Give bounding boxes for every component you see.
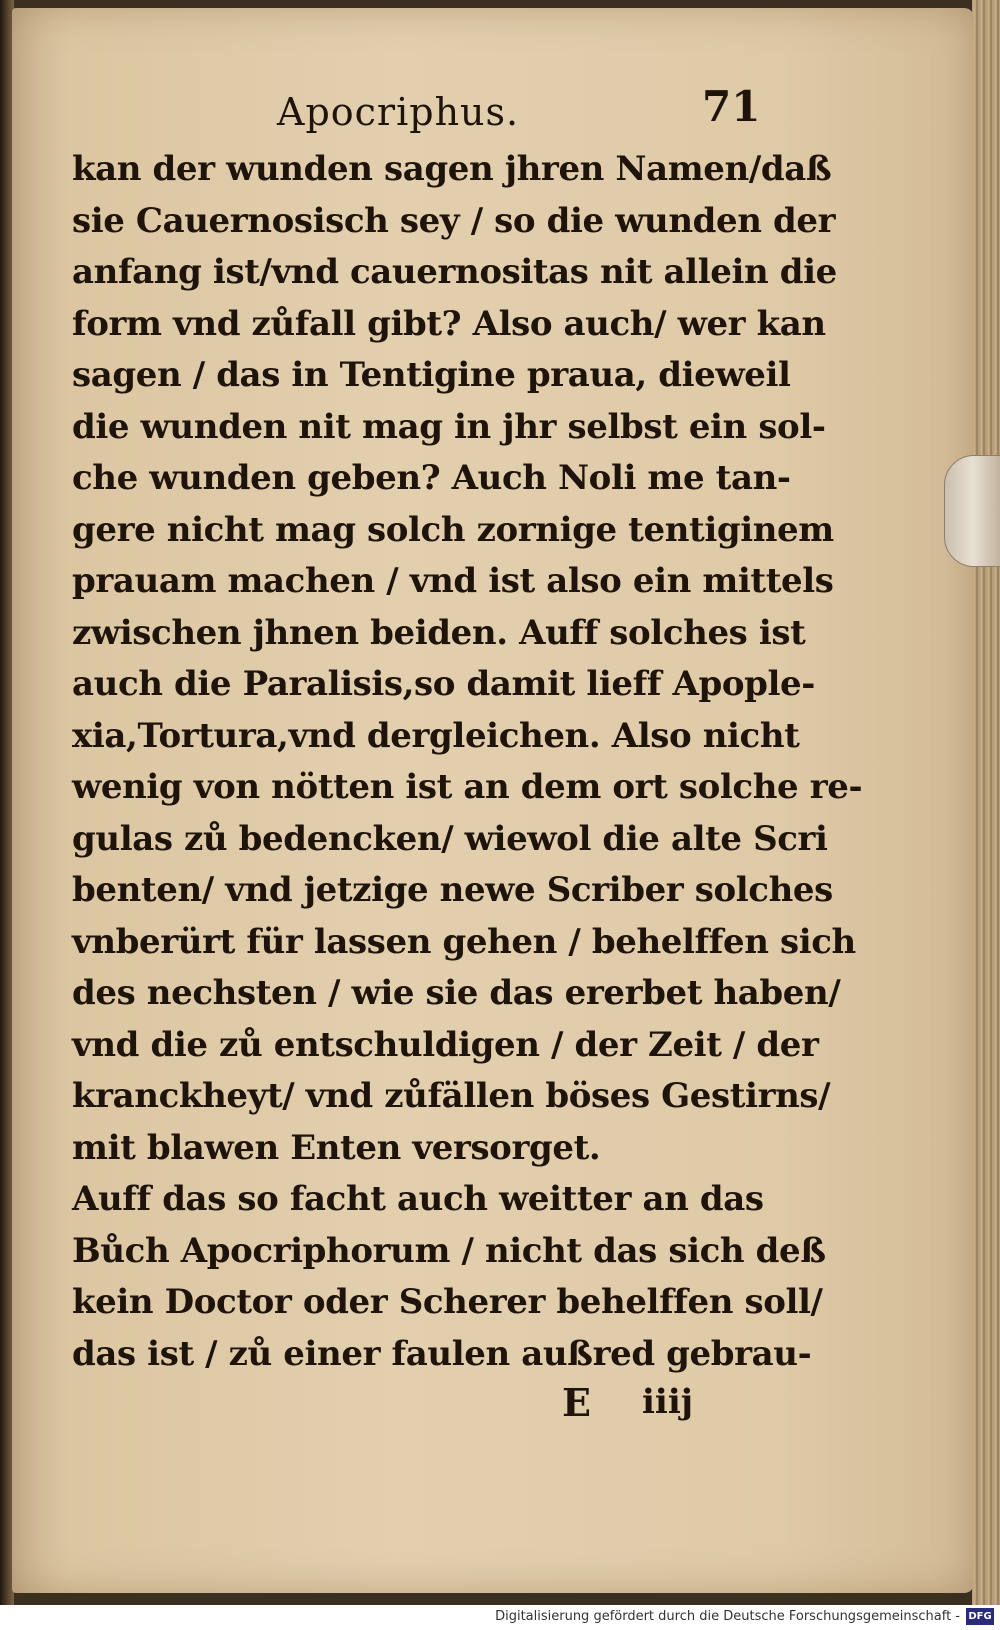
bookmark-tab [944, 455, 1000, 567]
text-line: kranckheyt/ vnd zůfällen böses Gestirns/ [72, 1076, 831, 1116]
text-line: auch die Paralisis,so damit lieff Apople- [72, 664, 815, 704]
page-number: 71 [702, 82, 761, 131]
text-line: kan der wunden sagen jhren Namen/daß [72, 149, 832, 189]
text-line: che wunden geben? Auch Noli me tan- [72, 458, 791, 498]
text-line: zwischen jhnen beiden. Auff solches ist [72, 612, 806, 653]
text-line: xia,Tortura,vnd dergleichen. Also nicht [72, 715, 800, 756]
text-line: gere nicht mag solch zornige tentiginem [72, 509, 834, 550]
text-block [72, 82, 863, 1430]
running-head [72, 82, 812, 144]
text-line: vnberürt für lassen gehen / behelffen sich [72, 921, 856, 962]
text-line: anfang ist/vnd cauernositas nit allein die [72, 252, 837, 292]
running-title: Apocriphus. [277, 90, 520, 134]
text-line: vnd die zů entschuldigen / der Zeit / der [72, 1024, 819, 1065]
text-line: die wunden nit mag in jhr selbst ein sol- [72, 406, 826, 447]
text-line: wenig von nötten ist an dem ort solche re- [72, 767, 863, 807]
signature-numeral: iiij [642, 1382, 694, 1422]
text-line: form vnd zůfall gibt? Also auch/ wer kan [72, 303, 826, 344]
text-line: Auff das so facht auch weitter an das [72, 1179, 764, 1219]
page-edges [972, 0, 1000, 1605]
body-text [72, 144, 863, 1380]
text-line: Bůch Apocriphorum / nicht das sich deß [72, 1230, 826, 1271]
digitization-credit: Digitalisierung gefördert durch die Deutsche Forschungsgemeinschaft - [495, 1609, 960, 1624]
dfg-logo: DFG [966, 1608, 994, 1625]
text-line: gulas zů bedencken/ wiewol die alte Scri [72, 818, 828, 859]
text-line: mit blawen Enten versorget. [72, 1127, 601, 1168]
text-line: sagen / das in Tentigine praua, dieweil [72, 355, 791, 395]
text-line: kein Doctor oder Scherer behelffen soll/ [72, 1282, 823, 1322]
footer-strip [0, 1605, 1000, 1630]
signature-mark [72, 1380, 812, 1430]
text-line: des nechsten / wie sie das ererbet haben/ [72, 973, 841, 1013]
text-line: prauam machen / vnd ist also ein mittels [72, 561, 834, 601]
text-line: benten/ vnd jetzige newe Scriber solches [72, 870, 833, 910]
text-line: sie Cauernosisch sey / so die wunden der [72, 200, 836, 241]
text-line: das ist / zů einer faulen außred gebrau- [72, 1333, 812, 1374]
signature-letter: E [562, 1380, 591, 1425]
